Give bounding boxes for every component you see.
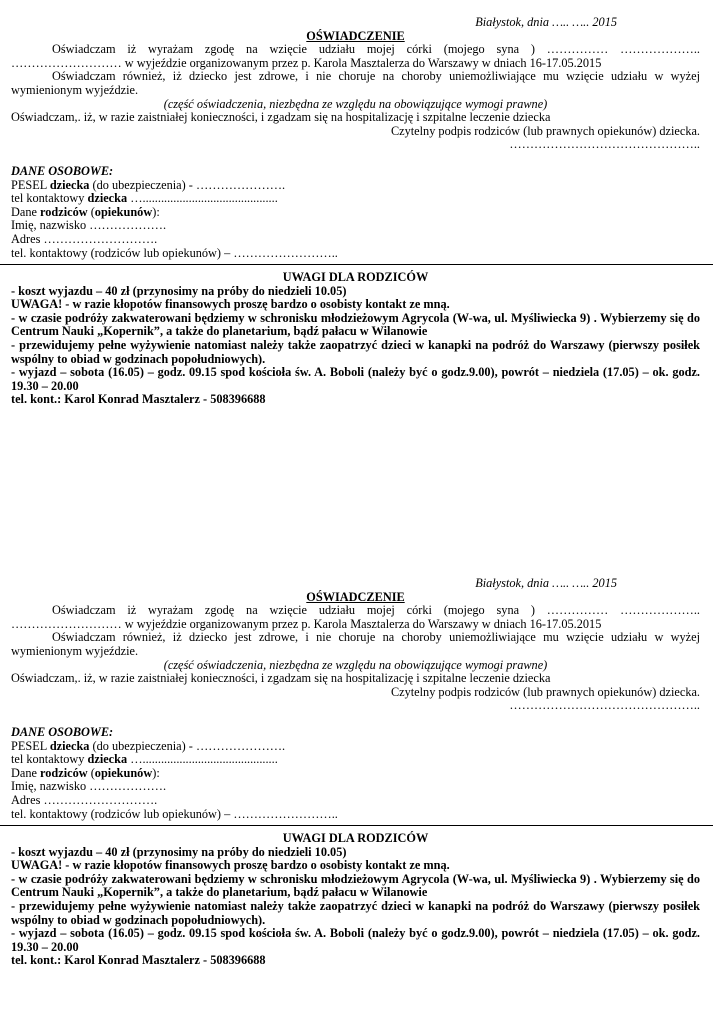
name-line: Imię, nazwisko ………………. <box>11 218 167 233</box>
note-warning: UWAGA! - w razie kłopotów finansowych proszę bardzo o osobisty kontakt ze mną. <box>11 858 450 873</box>
signature-label: Czytelny podpis rodziców (lub prawnych opiekunów) dziecka. <box>390 684 700 699</box>
parent-phone-line: tel. kontaktowy (rodziców lub opiekunów) – …………………….. <box>11 245 338 260</box>
address-line: Adres ………………………. <box>11 792 158 807</box>
note-accommodation: - w czasie podróży zakwaterowani będziemy w schronisku młodzieżowym Agrycola (W-wa, ul. Myśliwiecka 9) . Wybierzemy się do Centrum Nauki „Kopernik”, a także do planetarium, bądź pałacu w Wilanowie <box>11 310 700 339</box>
note-cost: - koszt wyjazdu – 40 zł (przynosimy na próby do niedzieli 10.05) <box>11 844 347 859</box>
declaration-title: OŚWIADCZENIE <box>306 28 405 43</box>
consent-paragraph: Oświadczam iż wyrażam zgodę na wzięcie udziału mojej córki (mojego syna ) …………… ……………….. ……………………… w wyjeździe organizowanym przez p. Karola Masztalerza do Warszawy w dniach 16-17.05.2015 <box>11 42 700 70</box>
address-line: Adres ………………………. <box>11 231 158 246</box>
note-accommodation: - w czasie podróży zakwaterowani będziemy w schronisku młodzieżowym Agrycola (W-wa, ul. Myśliwiecka 9) . Wybierzemy się do Centrum Nauki „Kopernik”, a także do planetarium, bądź pałacu w Wilanowie <box>11 871 700 900</box>
date-line: Białystok, dnia ….. ….. 2015 <box>475 576 617 590</box>
parents-data-line: Dane rodziców (opiekunów): <box>11 765 160 780</box>
date-line: Białystok, dnia ….. ….. 2015 <box>475 15 617 29</box>
child-phone-line: tel kontaktowy dziecka …............................................ <box>11 191 278 206</box>
note-warning: UWAGA! - w razie kłopotów finansowych proszę bardzo o osobisty kontakt ze mną. <box>11 297 450 312</box>
child-phone-line: tel kontaktowy dziecka …............................................ <box>11 752 278 767</box>
health-paragraph: Oświadczam również, iż dziecko jest zdrowe, i nie choruje na choroby uniemożliwiające mu wzięcie udziału w wyżej wymienionym wyjeździe. <box>11 69 700 97</box>
consent-form-section-2 <box>11 577 700 968</box>
legal-note: (część oświadczenia, niezbędna ze względu na obowiązujące wymogi prawne) <box>163 96 548 111</box>
consent-form-section-1 <box>11 16 700 407</box>
declaration-title: OŚWIADCZENIE <box>306 589 405 604</box>
notes-title: UWAGI DLA RODZICÓW <box>282 270 429 285</box>
note-cost: - koszt wyjazdu – 40 zł (przynosimy na próby do niedzieli 10.05) <box>11 283 347 298</box>
name-line: Imię, nazwisko ………………. <box>11 779 167 794</box>
hospitalization-consent: Oświadczam,. iż, w razie zaistniałej konieczności, i zgadzam się na hospitalizację i szpitalne leczenie dziecka <box>11 110 551 125</box>
signature-label: Czytelny podpis rodziców (lub prawnych opiekunów) dziecka. <box>390 123 700 138</box>
health-paragraph: Oświadczam również, iż dziecko jest zdrowe, i nie choruje na choroby uniemożliwiające mu wzięcie udziału w wyżej wymienionym wyjeździe. <box>11 630 700 658</box>
legal-note: (część oświadczenia, niezbędna ze względu na obowiązujące wymogi prawne) <box>163 657 548 672</box>
note-meals: - przewidujemy pełne wyżywienie natomiast należy także zaopatrzyć dzieci w kanapki na podróż do Warszawy (pierwszy posiłek wspólny to obiad w godzinach popołudniowych). <box>11 899 700 927</box>
note-contact: tel. kont.: Karol Konrad Masztalerz - 508396688 <box>11 953 266 968</box>
personal-data-heading: DANE OSOBOWE: <box>11 163 114 178</box>
notes-title: UWAGI DLA RODZICÓW <box>282 831 429 846</box>
hospitalization-consent: Oświadczam,. iż, w razie zaistniałej konieczności, i zgadzam się na hospitalizację i szpitalne leczenie dziecka <box>11 671 551 686</box>
parents-data-line: Dane rodziców (opiekunów): <box>11 204 160 219</box>
note-schedule: - wyjazd – sobota (16.05) – godz. 09.15 spod kościoła św. A. Boboli (należy być o godz.9.00), powrót – niedziela (17.05) – ok. godz. 19.30 – 20.00 <box>11 926 700 954</box>
personal-data-heading: DANE OSOBOWE: <box>11 724 114 739</box>
parent-phone-line: tel. kontaktowy (rodziców lub opiekunów) – …………………….. <box>11 806 338 821</box>
divider <box>0 264 713 265</box>
note-meals: - przewidujemy pełne wyżywienie natomiast należy także zaopatrzyć dzieci w kanapki na podróż do Warszawy (pierwszy posiłek wspólny to obiad w godzinach popołudniowych). <box>11 338 700 366</box>
signature-line: ……………………………………….. <box>509 698 700 713</box>
pesel-line: PESEL dziecka (do ubezpieczenia) - …………………. <box>11 177 286 192</box>
divider <box>0 825 713 826</box>
signature-line: ……………………………………….. <box>509 137 700 152</box>
note-contact: tel. kont.: Karol Konrad Masztalerz - 508396688 <box>11 392 266 407</box>
note-schedule: - wyjazd – sobota (16.05) – godz. 09.15 spod kościoła św. A. Boboli (należy być o godz.9.00), powrót – niedziela (17.05) – ok. godz. 19.30 – 20.00 <box>11 365 700 393</box>
consent-paragraph: Oświadczam iż wyrażam zgodę na wzięcie udziału mojej córki (mojego syna ) …………… ……………….. ……………………… w wyjeździe organizowanym przez p. Karola Masztalerza do Warszawy w dniach 16-17.05.2015 <box>11 603 700 631</box>
pesel-line: PESEL dziecka (do ubezpieczenia) - …………………. <box>11 738 286 753</box>
